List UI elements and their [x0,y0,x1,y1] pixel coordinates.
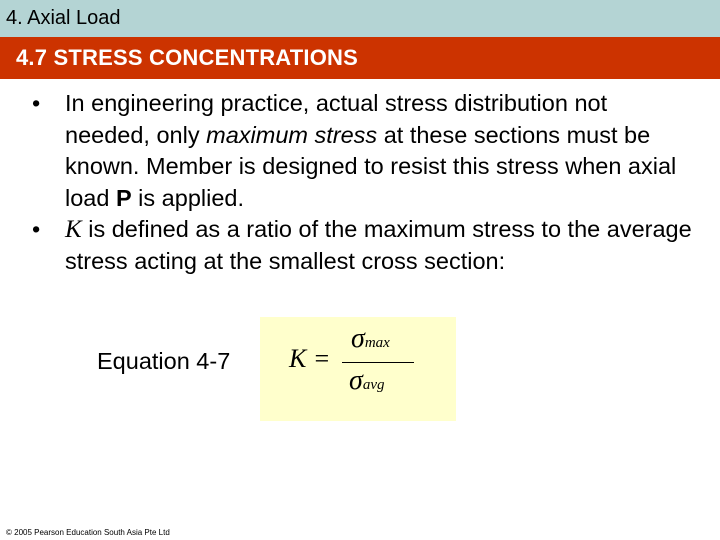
bullet-1-emphasis: maximum stress [206,121,378,148]
equation-numerator [351,323,390,355]
equation-denominator [349,365,384,397]
section-header-bar [0,37,720,79]
equation-label: Equation 4-7 [97,348,231,374]
copyright-notice: © 2005 Pearson Education South Asia Pte Ltd [6,528,170,537]
bullet-1-bold-symbol: P [115,184,132,211]
section-title: 4.7 STRESS CONCENTRATIONS [16,45,358,70]
chapter-title: 4. Axial Load [6,7,121,29]
equation-box [260,317,456,421]
bullet-2-text: is defined as a ratio of the maximum stress to the average stress acting at the smallest cross section: [65,216,692,274]
denominator-sigma: σ [349,365,363,396]
fraction-bar [342,362,414,363]
bullet-item-1 [26,88,696,214]
bullet-1-text-after: is applied. [131,184,245,211]
bullet-1-text-before: In engineering practice, actual stress distribution not needed, only [65,90,608,148]
bullet-dot-icon: • [32,90,41,116]
bullet-1-text-middle: at these sections must be known. Member is designed to resist this stress when axial load [65,121,677,211]
denominator-subscript: avg [362,377,385,393]
bullet-list [26,88,696,277]
equation-lhs: K = [289,344,331,373]
numerator-sigma: σ [351,323,365,354]
bullet-item-2 [26,214,696,277]
numerator-subscript: max [364,335,390,351]
bullet-dot-icon: • [32,216,41,242]
chapter-header-bar [0,0,720,37]
bullet-2-symbol: K [65,216,82,243]
